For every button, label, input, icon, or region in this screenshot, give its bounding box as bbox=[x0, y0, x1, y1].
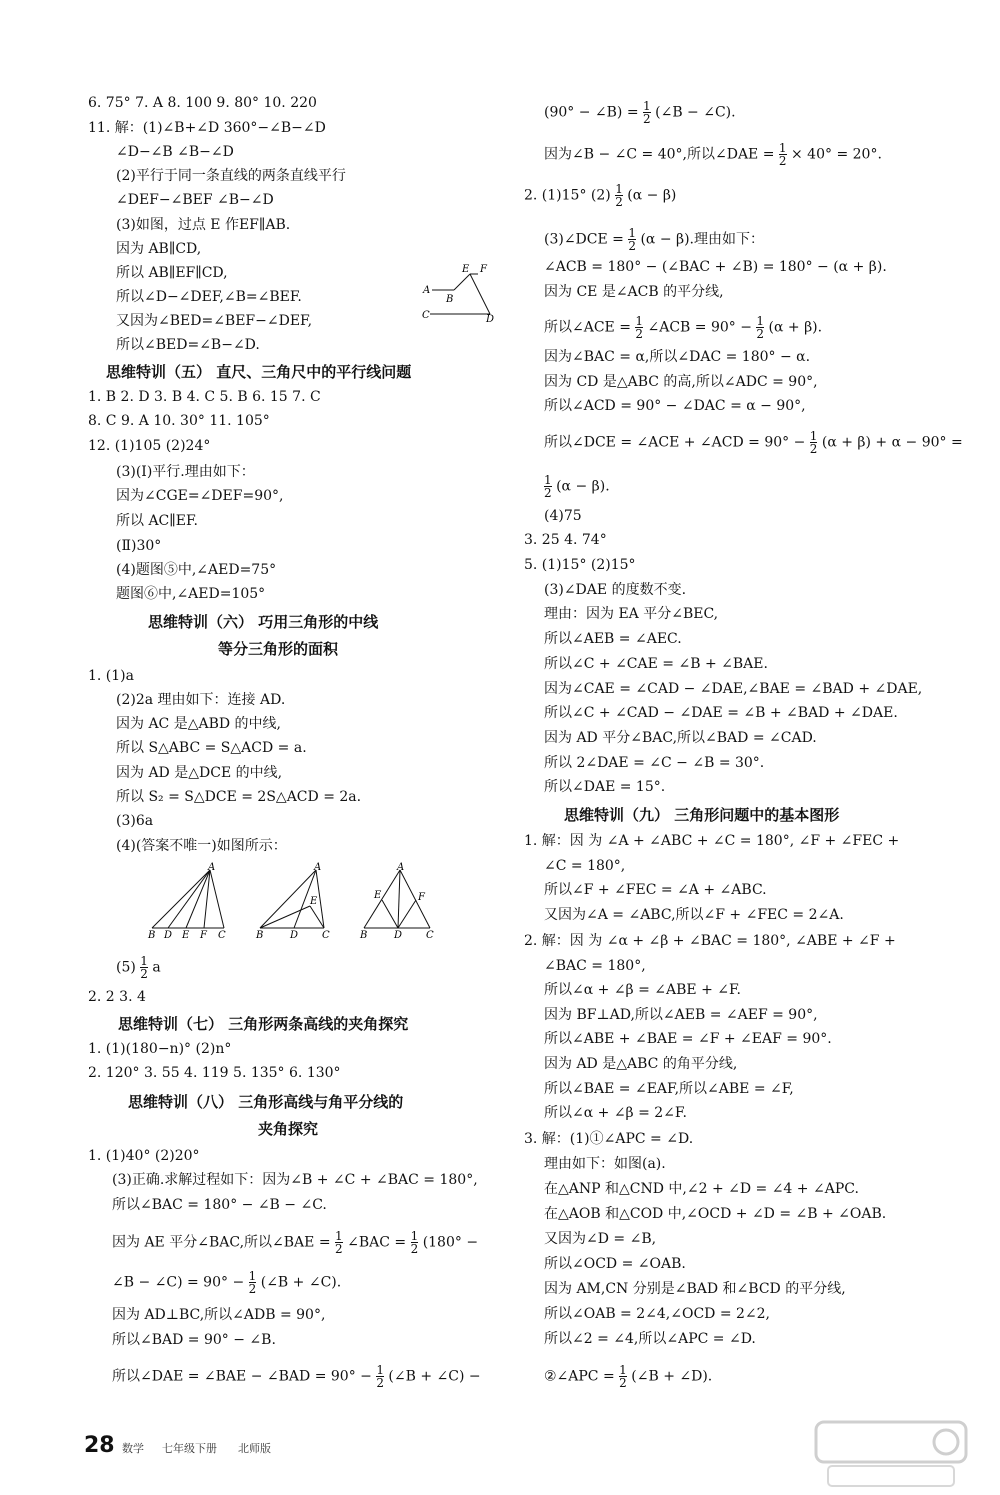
answer-text: (α + β). bbox=[768, 319, 823, 336]
answer-text: ②∠APC = bbox=[544, 1368, 615, 1385]
fraction bbox=[376, 1364, 384, 1389]
answer-line bbox=[544, 100, 736, 125]
answer-line: ∠C = 180°, bbox=[544, 858, 626, 874]
answer-line: 因为 AM,CN 分别是∠BAD 和∠BCD 的平分线, bbox=[544, 1281, 846, 1297]
fraction-den: 2 bbox=[544, 486, 552, 500]
answer-line: 又因为∠D = ∠B, bbox=[544, 1231, 657, 1247]
answer-line bbox=[544, 474, 610, 499]
answer-line: 所以∠OCD = ∠OAB. bbox=[544, 1256, 686, 1272]
answer-text: (3)∠DCE = bbox=[544, 231, 624, 248]
fig-label: E bbox=[310, 896, 318, 907]
answer-line: 所以∠BAD = 90° − ∠B. bbox=[112, 1332, 276, 1348]
fraction-num: 1 bbox=[544, 473, 552, 487]
answer-text: (∠B + ∠C) − bbox=[388, 1368, 481, 1385]
answer-line bbox=[112, 1230, 478, 1255]
answer-line: (3)(Ⅰ)平行.理由如下： bbox=[116, 464, 255, 480]
answer-line bbox=[544, 1364, 712, 1389]
answer-text: (α − β). bbox=[556, 478, 610, 495]
fig-label: D bbox=[486, 314, 495, 324]
fraction-num: 1 bbox=[635, 314, 644, 328]
answer-line bbox=[544, 315, 822, 340]
fraction-num: 1 bbox=[778, 141, 787, 155]
median-figures bbox=[144, 862, 444, 940]
answer-text: ∠ACB = 90° − bbox=[647, 319, 752, 336]
fraction-num: 1 bbox=[248, 1269, 257, 1283]
answer-line: 8. C 9. A 10. 30° 11. 105° bbox=[88, 413, 270, 429]
fig-label: E bbox=[374, 890, 382, 901]
fraction-num: 1 bbox=[615, 182, 623, 196]
answer-line: 2. 120° 3. 55 4. 119 5. 135° 6. 130° bbox=[88, 1065, 341, 1081]
answer-text: 2. (1)15° (2) bbox=[524, 187, 611, 204]
answer-line: 因为 AC 是△ABD 的中线, bbox=[116, 716, 282, 732]
answer-line: (3)如图，过点 E 作EF∥AB. bbox=[116, 217, 291, 233]
answer-text: (90° − ∠B) = bbox=[544, 104, 639, 121]
fraction bbox=[411, 1230, 419, 1255]
answer-line: 因为 BF⊥AD,所以∠AEB = ∠AEF = 90°, bbox=[544, 1007, 818, 1023]
answer-line: 所以 S△ABC = S△ACD = a. bbox=[116, 740, 307, 756]
answer-line: 所以∠ACD = 90° − ∠DAC = α − 90°, bbox=[544, 398, 806, 414]
section-heading: 思维特训（五） 直尺、三角尺中的平行线问题 bbox=[106, 363, 412, 381]
answer-text: 因为 AE 平分∠BAC,所以∠BAE = bbox=[112, 1234, 331, 1251]
answer-line: 3. 解：(1)①∠APC = ∠D. bbox=[524, 1131, 694, 1147]
answer-line: 所以∠ABE + ∠BAE = ∠F + ∠EAF = 90°. bbox=[544, 1031, 832, 1047]
answer-line: 所以∠2 = ∠4,所以∠APC = ∠D. bbox=[544, 1331, 756, 1347]
answer-text: (∠B + ∠C). bbox=[260, 1274, 342, 1291]
fraction-den: 2 bbox=[248, 1282, 257, 1296]
answer-line: 1. (1)(180−n)° (2)n° bbox=[88, 1041, 232, 1057]
answer-text: ∠BAC = bbox=[347, 1234, 407, 1251]
fraction-num: 1 bbox=[628, 226, 636, 240]
answer-line: ∠D−∠B ∠B−∠D bbox=[116, 144, 234, 160]
answer-line: (4)(答案不唯一)如图所示： bbox=[116, 838, 287, 854]
fig-label: A bbox=[208, 862, 216, 873]
fig-label: C bbox=[426, 930, 434, 940]
answer-text: 因为∠B − ∠C = 40°,所以∠DAE = bbox=[544, 146, 775, 163]
fig-label: B bbox=[256, 930, 264, 940]
footer-edition: 北师版 bbox=[238, 1442, 271, 1455]
figure-2 bbox=[255, 862, 330, 940]
answer-line bbox=[116, 955, 161, 980]
fraction bbox=[544, 474, 552, 499]
answer-line: 所以 AC∥EF. bbox=[116, 513, 198, 529]
answer-line: 1. B 2. D 3. B 4. C 5. B 6. 15 7. C bbox=[88, 389, 321, 405]
fig-label: D bbox=[164, 930, 173, 940]
section-heading: 夹角探究 bbox=[258, 1120, 319, 1138]
fraction-num: 1 bbox=[756, 314, 765, 328]
fraction-den: 2 bbox=[756, 327, 765, 341]
answer-line: 所以∠C + ∠CAE = ∠B + ∠BAE. bbox=[544, 656, 768, 672]
answer-line: 2. 解：因 为 ∠α + ∠β + ∠BAC = 180°, ∠ABE + ∠F + bbox=[524, 933, 896, 949]
section-heading: 思维特训（七） 三角形两条高线的夹角探究 bbox=[118, 1015, 409, 1033]
fraction bbox=[335, 1230, 343, 1255]
fraction bbox=[619, 1364, 627, 1389]
fraction bbox=[635, 315, 643, 340]
answer-text: 所以∠DAE = ∠BAE − ∠BAD = 90° − bbox=[112, 1368, 372, 1385]
answer-line: 1. (1)40° (2)20° bbox=[88, 1148, 200, 1164]
fraction bbox=[643, 100, 651, 125]
fraction-num: 1 bbox=[410, 1229, 419, 1243]
fraction-num: 1 bbox=[643, 99, 651, 113]
watermark-logo bbox=[808, 1418, 978, 1490]
footer-grade: 七年级下册 bbox=[162, 1442, 217, 1455]
answer-line: 所以∠α + ∠β = ∠ABE + ∠F. bbox=[544, 982, 741, 998]
answer-text: 所以∠ACE = bbox=[544, 319, 631, 336]
fraction-num: 1 bbox=[376, 1363, 384, 1377]
answer-line bbox=[544, 430, 963, 455]
answer-line bbox=[544, 142, 882, 167]
fraction bbox=[810, 430, 818, 455]
answer-line: 所以∠OAB = 2∠4,∠OCD = 2∠2, bbox=[544, 1306, 771, 1322]
answer-line: 6. 75° 7. A 8. 100 9. 80° 10. 220 bbox=[88, 95, 317, 111]
answer-line: 理由如下：如图(a). bbox=[544, 1156, 666, 1172]
answer-line: 因为 CE 是∠ACB 的平分线, bbox=[544, 284, 724, 300]
answer-line: 2. 2 3. 4 bbox=[88, 989, 146, 1005]
fraction-num: 1 bbox=[335, 1229, 343, 1243]
answer-line: 所以 S₂ = S△DCE = 2S△ACD = 2a. bbox=[116, 789, 362, 805]
answer-line: 因为∠BAC = α,所以∠DAC = 180° − α. bbox=[544, 349, 811, 365]
answer-line: 在△AOB 和△COD 中,∠OCD + ∠D = ∠B + ∠OAB. bbox=[544, 1206, 887, 1222]
answer-line: 因为 AB∥CD, bbox=[116, 241, 202, 257]
section-heading: 思维特训（九） 三角形问题中的基本图形 bbox=[564, 806, 840, 824]
answer-line: 因为 AD 平分∠BAC,所以∠BAD = ∠CAD. bbox=[544, 730, 817, 746]
answer-line: (2)平行于同一条直线的两条直线平行 bbox=[116, 168, 346, 184]
parallel-figure bbox=[420, 262, 500, 324]
fraction bbox=[628, 227, 636, 252]
answer-line: ∠ACB = 180° − (∠BAC + ∠B) = 180° − (α + β). bbox=[544, 259, 887, 275]
fig-label: D bbox=[394, 930, 403, 940]
answer-line: (3)∠DAE 的度数不变. bbox=[544, 582, 687, 598]
answer-line bbox=[112, 1364, 481, 1389]
answer-text: (5) bbox=[116, 959, 136, 976]
answer-text: 所以∠DCE = ∠ACE + ∠ACD = 90° − bbox=[544, 434, 806, 451]
answer-line: 所以∠α + ∠β = 2∠F. bbox=[544, 1105, 687, 1121]
fraction-num: 1 bbox=[809, 429, 818, 443]
answer-line: 所以∠C + ∠CAD − ∠DAE = ∠B + ∠BAD + ∠DAE. bbox=[544, 705, 898, 721]
answer-line: 5. (1)15° (2)15° bbox=[524, 557, 636, 573]
section-heading: 思维特训（八） 三角形高线与角平分线的 bbox=[128, 1093, 404, 1111]
answer-text: a bbox=[152, 959, 161, 976]
answer-line: 12. (1)105 (2)24° bbox=[88, 438, 211, 454]
answer-line: 1. (1)a bbox=[88, 668, 134, 684]
fig-label: C bbox=[218, 930, 226, 940]
fraction-den: 2 bbox=[619, 1376, 627, 1390]
answer-line: ∠BAC = 180°, bbox=[544, 958, 646, 974]
section-heading: 等分三角形的面积 bbox=[218, 640, 339, 658]
fraction-den: 2 bbox=[140, 967, 148, 981]
answer-text: (∠B − ∠C). bbox=[655, 104, 736, 121]
answer-line: 所以 2∠DAE = ∠C − ∠B = 30°. bbox=[544, 755, 765, 771]
fig-label: A bbox=[423, 285, 431, 296]
fig-label: E bbox=[462, 264, 470, 275]
fraction-den: 2 bbox=[335, 1242, 343, 1256]
answer-line bbox=[544, 227, 764, 252]
answer-line: (4)题图⑤中,∠AED=75° bbox=[116, 562, 277, 578]
fig-label: B bbox=[360, 930, 368, 940]
answer-line: (2)2a 理由如下：连接 AD. bbox=[116, 692, 286, 708]
answer-text: (α − β).理由如下： bbox=[640, 231, 765, 248]
answer-text: × 40° = 20°. bbox=[791, 146, 882, 163]
fig-label: F bbox=[418, 892, 425, 903]
fig-label: A bbox=[397, 862, 405, 873]
fraction-den: 2 bbox=[643, 112, 651, 126]
fig-label: F bbox=[480, 264, 487, 275]
answer-line: 1. 解：因 为 ∠A + ∠ABC + ∠C = 180°, ∠F + ∠FEC + bbox=[524, 833, 900, 849]
answer-line: ∠DEF−∠BEF ∠B−∠D bbox=[116, 192, 274, 208]
fig-label: C bbox=[322, 930, 330, 940]
fig-label: B bbox=[148, 930, 156, 940]
answer-text: (180° − bbox=[422, 1234, 479, 1251]
fig-label: B bbox=[446, 294, 454, 305]
answer-line: 11. 解：(1)∠B+∠D 360°−∠B−∠D bbox=[88, 120, 326, 136]
fraction-den: 2 bbox=[628, 239, 636, 253]
fraction bbox=[140, 955, 148, 980]
fraction-num: 1 bbox=[619, 1363, 627, 1377]
answer-line: 所以∠BAC = 180° − ∠B − ∠C. bbox=[112, 1197, 327, 1213]
fig-label: E bbox=[182, 930, 190, 940]
answer-line bbox=[524, 183, 676, 208]
answer-text: (α + β) + α − 90° = bbox=[821, 434, 963, 451]
figure-1 bbox=[147, 862, 226, 940]
answer-line: 3. 25 4. 74° bbox=[524, 532, 607, 548]
answer-line bbox=[112, 1270, 341, 1295]
answer-line: 所以∠F + ∠FEC = ∠A + ∠ABC. bbox=[544, 882, 767, 898]
answer-text: (α − β) bbox=[627, 187, 677, 204]
answer-line: 因为 AD 是△ABC 的角平分线, bbox=[544, 1056, 738, 1072]
answer-line: 因为 CD 是△ABC 的高,所以∠ADC = 90°, bbox=[544, 374, 818, 390]
fraction-den: 2 bbox=[778, 154, 787, 168]
fraction-den: 2 bbox=[635, 327, 644, 341]
answer-line: (3)正确.求解过程如下：因为∠B + ∠C + ∠BAC = 180°, bbox=[112, 1172, 478, 1188]
answer-text: (∠B + ∠D). bbox=[631, 1368, 713, 1385]
figure-3 bbox=[359, 862, 434, 940]
fraction-num: 1 bbox=[140, 954, 148, 968]
answer-line: 所以 AB∥EF∥CD, bbox=[116, 265, 228, 281]
answer-line: (Ⅱ)30° bbox=[116, 538, 162, 554]
fig-label: A bbox=[314, 862, 322, 873]
fig-label: C bbox=[422, 310, 430, 321]
footer-subject: 数学 bbox=[122, 1442, 144, 1455]
answer-line: 题图⑥中,∠AED=105° bbox=[116, 586, 266, 602]
fraction bbox=[756, 315, 764, 340]
answer-line: 在△ANP 和△CND 中,∠2 + ∠D = ∠4 + ∠APC. bbox=[544, 1181, 859, 1197]
answer-line: (3)6a bbox=[116, 813, 154, 829]
answer-line: 因为∠CAE = ∠CAD − ∠DAE,∠BAE = ∠BAD + ∠DAE, bbox=[544, 681, 923, 697]
fraction bbox=[249, 1270, 257, 1295]
page-number: 28 bbox=[84, 1433, 115, 1458]
fig-label: D bbox=[290, 930, 299, 940]
answer-line: 又因为∠A = ∠ABC,所以∠F + ∠FEC = 2∠A. bbox=[544, 907, 844, 923]
answer-line: 所以∠BAE = ∠EAF,所以∠ABE = ∠F, bbox=[544, 1081, 794, 1097]
answer-line: 因为 AD 是△DCE 的中线, bbox=[116, 765, 283, 781]
answer-line: 因为∠CGE=∠DEF=90°, bbox=[116, 488, 284, 504]
fraction-den: 2 bbox=[615, 195, 623, 209]
fraction-den: 2 bbox=[376, 1376, 384, 1390]
section-heading: 思维特训（六） 巧用三角形的中线 bbox=[148, 613, 379, 631]
answer-line: 所以∠BED=∠B−∠D. bbox=[116, 337, 260, 353]
answer-line: 所以∠D−∠DEF,∠B=∠BEF. bbox=[116, 289, 302, 305]
fraction bbox=[615, 183, 623, 208]
fraction-den: 2 bbox=[809, 442, 818, 456]
answer-line: 所以∠DAE = 15°. bbox=[544, 779, 666, 795]
answer-line: 所以∠AEB = ∠AEC. bbox=[544, 631, 682, 647]
answer-line: (4)75 bbox=[544, 508, 582, 524]
answer-line: 理由：因为 EA 平分∠BEC, bbox=[544, 606, 719, 622]
fraction bbox=[779, 142, 787, 167]
answer-text: ∠B − ∠C) = 90° − bbox=[112, 1274, 245, 1291]
answer-line: 又因为∠BED=∠BEF−∠DEF, bbox=[116, 313, 313, 329]
fraction-den: 2 bbox=[410, 1242, 419, 1256]
fig-label: F bbox=[200, 930, 207, 940]
answer-line: 因为 AD⊥BC,所以∠ADB = 90°, bbox=[112, 1307, 326, 1323]
